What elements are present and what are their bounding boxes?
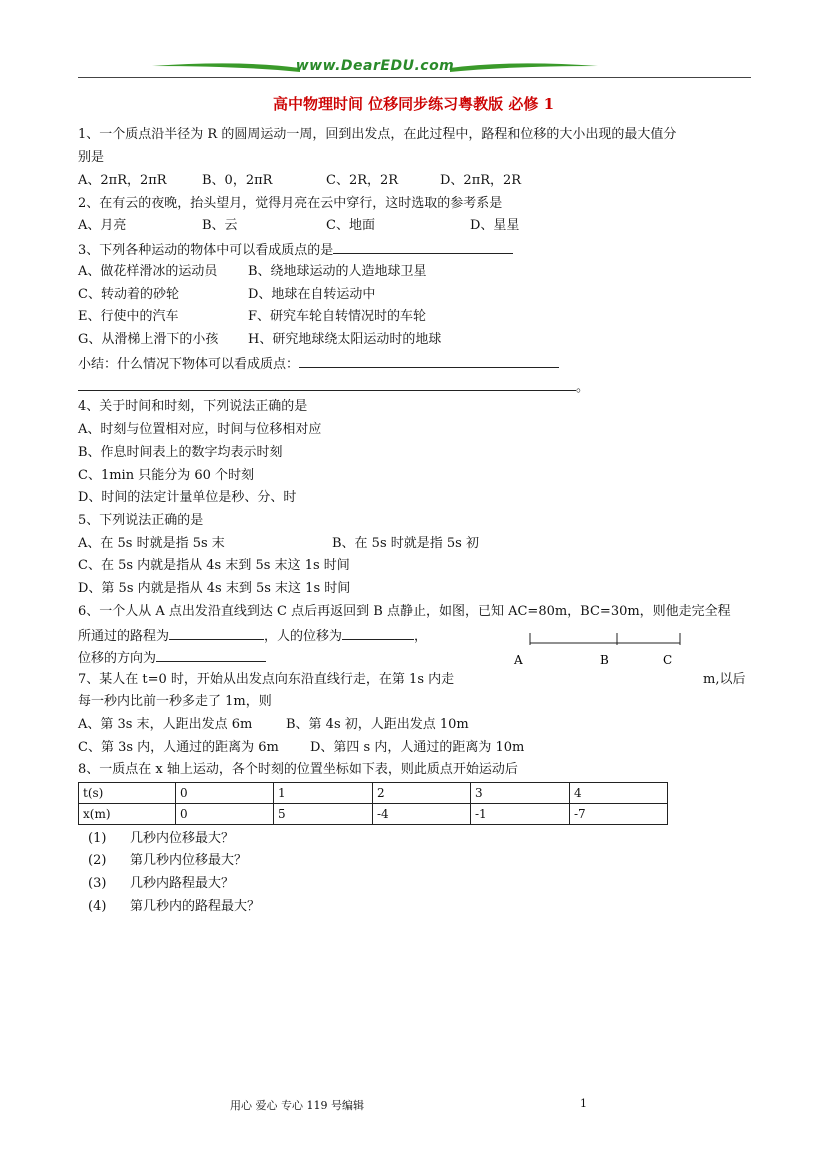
q5-stem: 5、下列说法正确的是 xyxy=(78,513,204,528)
q5-option-a: A、在 5s 时就是指 5s 末 xyxy=(78,536,225,551)
q3-option-b: B、绕地球运动的人造地球卫星 xyxy=(248,264,427,279)
table-cell: 5 xyxy=(274,804,373,825)
q3-option-e: E、行使中的汽车 xyxy=(78,309,179,324)
q4-stem: 4、关于时间和时刻，下列说法正确的是 xyxy=(78,399,308,414)
q4-option-b: B、作息时间表上的数字均表示时刻 xyxy=(78,445,283,460)
q2-stem: 2、在有云的夜晚，抬头望月，觉得月亮在云中穿行，这时选取的参考系是 xyxy=(78,196,503,211)
q6-label-b: B xyxy=(600,653,609,667)
logo-text: www.DearEDU.com xyxy=(295,58,455,74)
q3-option-h: H、研究地球绕太阳运动时的地球 xyxy=(248,332,442,347)
q8-table-wrapper xyxy=(78,782,668,825)
q6-path-blank[interactable] xyxy=(169,627,264,640)
q6-direction-label: 位移的方向为 xyxy=(78,651,157,666)
q3-end-mark: 。 xyxy=(576,380,590,395)
q7-option-b: B、第 4s 初，人距出发点 10m xyxy=(286,717,469,732)
q7-option-c: C、第 3s 内，人通过的距离为 6m xyxy=(78,740,279,755)
q6-path-label: 所通过的路程为 xyxy=(78,629,170,644)
q7-stem-line1-end: m,以后 xyxy=(703,672,746,687)
q6-displacement-label: ，人的位移为 xyxy=(264,629,343,644)
q4-option-a: A、时刻与位置相对应，时间与位移相对应 xyxy=(78,422,322,437)
q3-option-f: F、研究车轮自转情况时的车轮 xyxy=(248,309,427,324)
q3-option-g: G、从滑梯上滑下的小孩 xyxy=(78,332,219,347)
q6-label-a: A xyxy=(514,653,523,667)
q2-option-a: A、月亮 xyxy=(78,218,127,233)
footer-text: 用心 爱心 专心 119 号编辑 xyxy=(230,1099,364,1112)
page-number: 1 xyxy=(580,1097,587,1110)
q3-summary-text: 小结：什么情况下物体可以看成质点： xyxy=(78,357,300,372)
q8-sub-3-text: 几秒内路程最大？ xyxy=(130,876,235,891)
q6-direction-blank[interactable] xyxy=(156,649,266,662)
q8-sub-2-num: (2) xyxy=(88,853,107,868)
table-cell: 2 xyxy=(373,783,471,804)
q1-option-b: B、0，2πR xyxy=(202,173,273,188)
table-cell: 0 xyxy=(176,804,274,825)
q6-stem-line1: 6、一个人从 A 点出发沿直线到达 C 点后再返回到 B 点静止，如图，已知 AC=80m，BC=30m，则他走完全程 xyxy=(78,604,731,619)
table-cell: 4 xyxy=(570,783,668,804)
q8-sub-4-text: 第几秒内的路程最大？ xyxy=(130,899,261,914)
q3-option-c: C、转动着的砂轮 xyxy=(78,287,179,302)
q3-option-d: D、地球在自转运动中 xyxy=(248,287,376,302)
table-cell: -7 xyxy=(570,804,668,825)
q3-summary xyxy=(78,355,559,373)
q1-option-c: C、2R，2R xyxy=(326,173,399,188)
table-cell: t(s) xyxy=(79,783,176,804)
q5-option-b: B、在 5s 时就是指 5s 初 xyxy=(332,536,479,551)
q8-stem: 8、一质点在 x 轴上运动，各个时刻的位置坐标如下表，则此质点开始运动后 xyxy=(78,762,518,777)
q7-option-a: A、第 3s 末，人距出发点 6m xyxy=(78,717,253,732)
table-cell: -4 xyxy=(373,804,471,825)
q8-position-table xyxy=(78,782,668,825)
q2-option-c: C、地面 xyxy=(326,218,375,233)
q8-sub-4-num: (4) xyxy=(88,899,107,914)
q4-option-c: C、1min 只能分为 60 个时刻 xyxy=(78,468,255,483)
q4-option-d: D、时间的法定计量单位是秒、分、时 xyxy=(78,490,297,505)
q6-line-diagram xyxy=(512,630,692,675)
q3-stem xyxy=(78,241,513,259)
page-title: 高中物理时间 位移同步练习粤教版 必修 1 xyxy=(272,95,555,113)
q6-comma: ， xyxy=(414,629,428,644)
q7-option-d: D、第四 s 内，人通过的距离为 10m xyxy=(310,740,525,755)
table-cell: x(m) xyxy=(79,804,176,825)
table-cell: 0 xyxy=(176,783,274,804)
q7-stem-line1: 7、某人在 t=0 时，开始从出发点向东沿直线行走，在第 1s 内走 xyxy=(78,672,455,687)
q7-stem-line2: 每一秒内比前一秒多走了 1m，则 xyxy=(78,694,272,709)
q5-option-d: D、第 5s 内就是指从 4s 末到 5s 末这 1s 时间 xyxy=(78,581,351,596)
q6-segment-figure xyxy=(512,630,692,675)
q6-stem-line2 xyxy=(78,627,427,645)
table-cell: 1 xyxy=(274,783,373,804)
q3-summary-line2 xyxy=(78,378,589,396)
q3-option-a: A、做花样滑冰的运动员 xyxy=(78,264,218,279)
q1-stem-line1: 1、一个质点沿半径为 R 的圆周运动一周，回到出发点，在此过程中，路程和位移的大小出现的最大值分 xyxy=(78,127,677,142)
q3-stem-text: 3、下列各种运动的物体中可以看成质点的是 xyxy=(78,243,334,258)
header-rule xyxy=(78,77,751,78)
q1-stem-line2: 别是 xyxy=(78,150,105,165)
q5-option-c: C、在 5s 内就是指从 4s 末到 5s 末这 1s 时间 xyxy=(78,558,350,573)
q8-sub-1-num: (1) xyxy=(88,831,107,846)
q1-option-a: A、2πR，2πR xyxy=(78,173,167,188)
q8-sub-1-text: 几秒内位移最大？ xyxy=(130,831,235,846)
q3-summary-blank-1[interactable] xyxy=(299,355,559,368)
q2-option-d: D、星星 xyxy=(470,218,520,233)
q6-label-c: C xyxy=(663,653,673,667)
q6-stem-line3 xyxy=(78,649,266,667)
q8-sub-3-num: (3) xyxy=(88,876,107,891)
table-cell: -1 xyxy=(471,804,570,825)
table-cell: 3 xyxy=(471,783,570,804)
q1-option-d: D、2πR，2R xyxy=(440,173,522,188)
q3-summary-blank-2[interactable] xyxy=(78,378,576,391)
table-row-position xyxy=(79,804,668,825)
q8-sub-2-text: 第几秒内位移最大？ xyxy=(130,853,248,868)
q6-displacement-blank[interactable] xyxy=(342,627,414,640)
table-row-time xyxy=(79,783,668,804)
q3-answer-blank[interactable] xyxy=(333,241,513,254)
q2-option-b: B、云 xyxy=(202,218,238,233)
